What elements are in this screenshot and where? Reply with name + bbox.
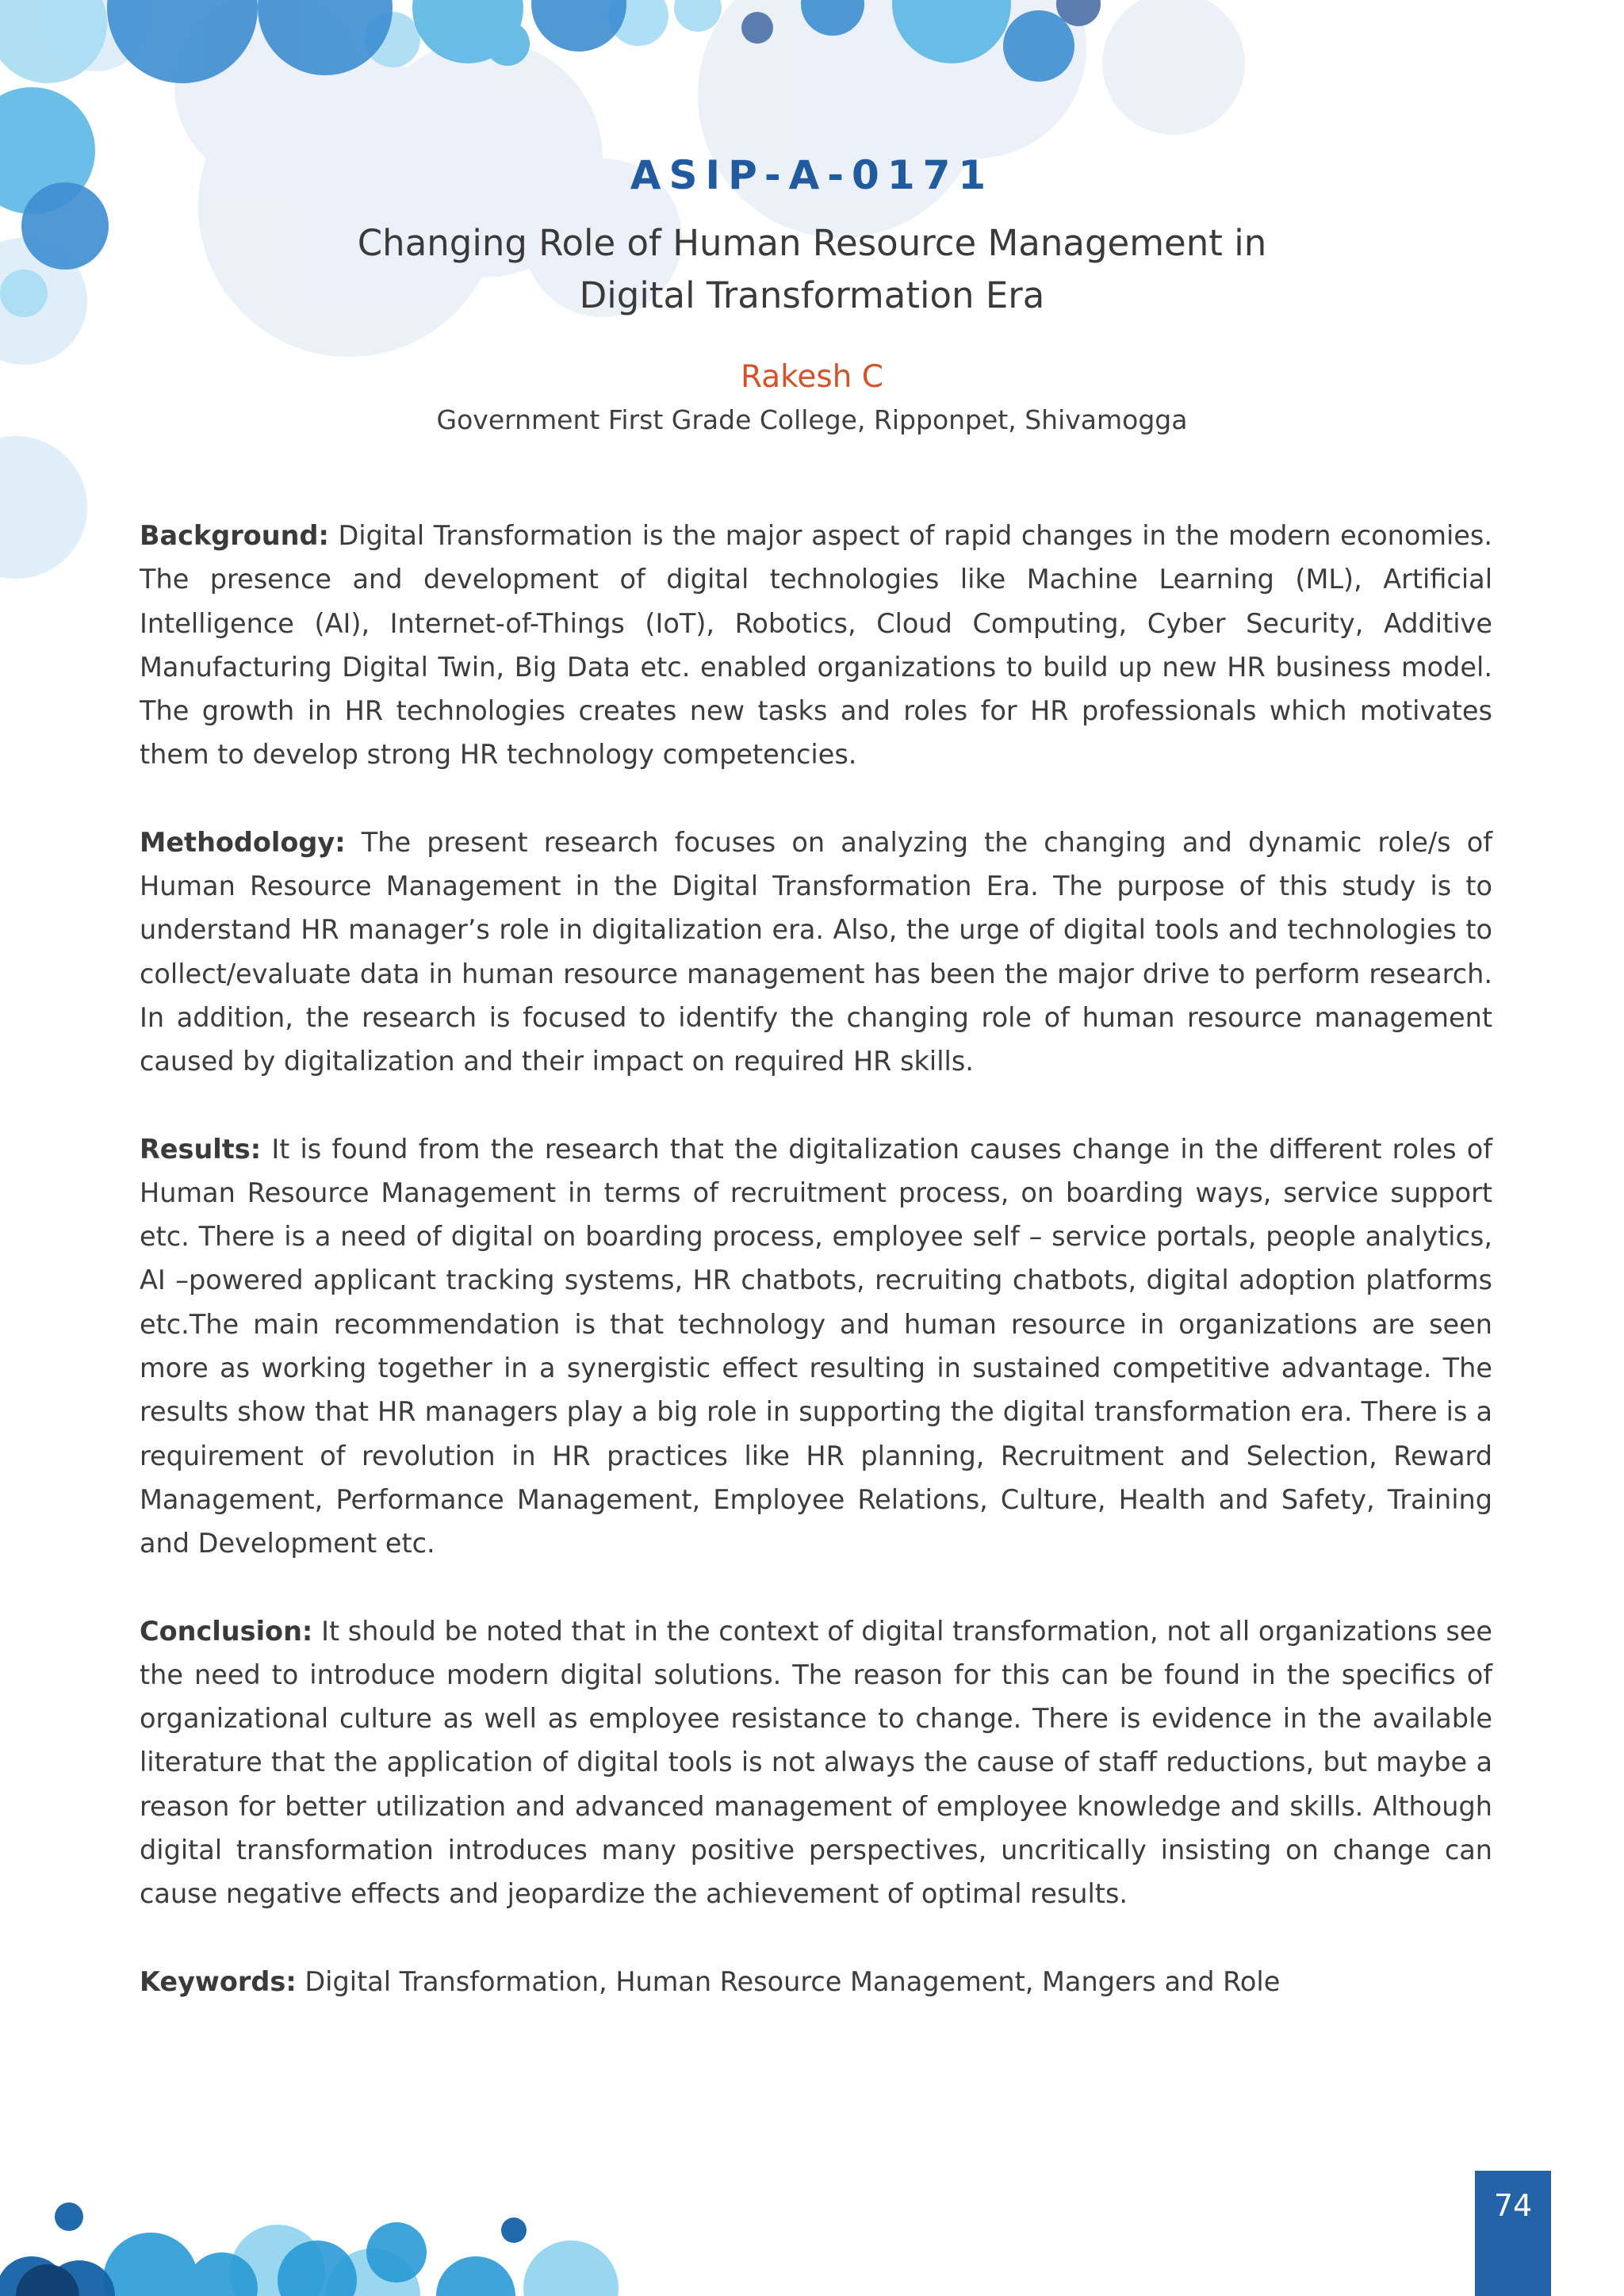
- conclusion-label: Conclusion:: [140, 1615, 313, 1647]
- results-text: It is found from the research that the digitalization causes change in the different roles of Human Resource Management in terms of recruitment process, on boarding ways, service support etc. There is a need of digital on boarding process, employee self – service portals, people analytics, AI –powered applicant tracking systems, HR chatbots, recruiting chatbots, digital adoption platforms etc.The main recommendation is that technology and human resource in organizations are seen more as working together in a synergistic effect resulting in sustained competitive advantage. The results show that HR managers play a big role in supporting the digital transformation era. There is a requirement of revolution in HR practices like HR planning, Recruitment and Selection, Reward Management, Performance Management, Employee Relations, Culture, Health and Safety, Training and Development etc.: [140, 1133, 1492, 1559]
- page-number: 74: [1493, 2188, 1533, 2223]
- abstract-body: [140, 514, 1492, 2047]
- keywords-label: Keywords:: [140, 1965, 297, 1997]
- keywords-text: Digital Transformation, Human Resource Management, Mangers and Role: [304, 1965, 1281, 1997]
- paper-id: ASIP-A-0171: [630, 152, 994, 198]
- author-name: Rakesh C: [741, 359, 883, 395]
- paper-title: Changing Role of Human Resource Management in Digital Transformation Era: [357, 222, 1267, 316]
- background-label: Background:: [140, 520, 329, 551]
- results-label: Results:: [140, 1133, 262, 1165]
- methodology-paragraph: [140, 821, 1492, 1084]
- paper-header: [0, 151, 1624, 439]
- bottom-bubble-decoration: [0, 2177, 1624, 2296]
- conclusion-text: It should be noted that in the context of digital transformation, not all organizations see the need to introduce modern digital solutions. The reason for this can be found in the specifics of organizational culture as well as employee resistance to change. There is evidence in the available literature that the application of digital tools is not always the cause of staff reductions, but maybe a reason for better utilization and advanced management of employee knowledge and skills. Although digital transformation introduces many positive perspectives, uncritically insisting on change can cause negative effects and jeopardize the achievement of optimal results.: [140, 1615, 1492, 1910]
- background-text: Digital Transformation is the major aspect of rapid changes in the modern economies. The presence and development of digital technologies like Machine Learning (ML), Artificial Intelligence (AI), Internet-of-Things (IoT), Robotics, Cloud Computing, Cyber Security, Additive Manufacturing Digital Twin, Big Data etc. enabled organizations to build up new HR business model. The growth in HR technologies creates new tasks and roles for HR professionals which motivates them to develop strong HR technology competencies.: [140, 520, 1492, 771]
- conclusion-paragraph: [140, 1609, 1492, 1916]
- page-number-box: [1475, 2171, 1551, 2296]
- keywords-paragraph: [140, 1960, 1492, 2003]
- results-paragraph: [140, 1127, 1492, 1566]
- background-paragraph: [140, 514, 1492, 777]
- author-affiliation: Government First Grade College, Ripponpet, Shivamogga: [436, 404, 1188, 435]
- methodology-text: The present research focuses on analyzing the changing and dynamic role/s of Human Resource Management in the Digital Transformation Era. The purpose of this study is to understand HR manager’s role in digitalization era. Also, the urge of digital tools and technologies to collect/evaluate data in human resource management has been the major drive to perform research. In addition, the research is focused to identify the changing role of human resource management caused by digitalization and their impact on required HR skills.: [140, 826, 1492, 1077]
- methodology-label: Methodology:: [140, 826, 346, 858]
